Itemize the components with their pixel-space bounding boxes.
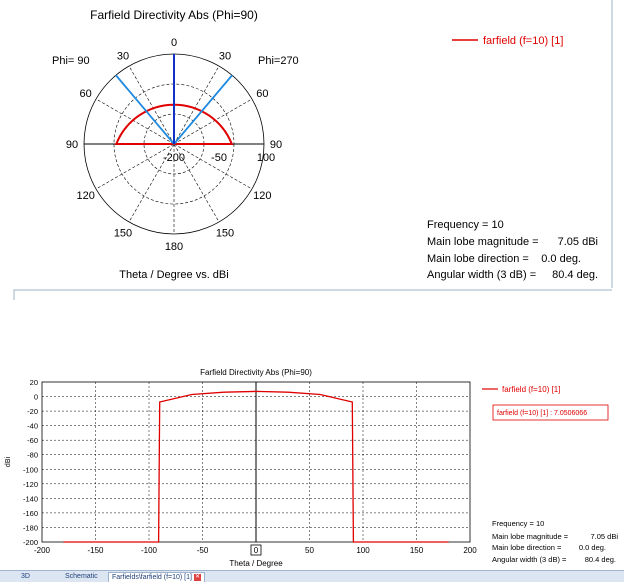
phi-right-label: Phi=270 xyxy=(258,55,299,67)
polar-info-direction-value: 0.0 deg. xyxy=(541,253,581,265)
cartesian-chart xyxy=(5,368,618,568)
cartesian-y-tick: -80 xyxy=(27,450,38,460)
cartesian-info-direction-value: 0.0 deg. xyxy=(578,543,606,552)
cartesian-xlabel: Theta / Degree xyxy=(229,559,283,568)
cartesian-marker-label: 0 xyxy=(253,546,259,555)
polar-info-width-value: 80.4 deg. xyxy=(552,269,598,281)
cartesian-x-tick: 50 xyxy=(305,546,314,555)
polar-radial-label: -200 xyxy=(162,152,186,164)
polar-radial-label: -50 xyxy=(211,152,227,164)
polar-angle-label: 120 xyxy=(253,190,272,202)
cartesian-y-tick: -20 xyxy=(27,407,38,417)
cartesian-y-tick: -100 xyxy=(22,465,38,475)
polar-angle-label: 30 xyxy=(218,50,232,63)
polar-angle-label: 30 xyxy=(116,50,130,63)
cartesian-y-tick: -120 xyxy=(22,479,38,489)
polar-title: Farfield Directivity Abs (Phi=90) xyxy=(90,8,258,22)
polar-beamwidth-line xyxy=(116,75,174,144)
cartesian-legend-label: farfield (f=10) [1] xyxy=(502,385,561,394)
cartesian-info-magnitude-label: Main lobe magnitude = xyxy=(492,532,569,541)
cartesian-info-magnitude-value: 7.05 dBi xyxy=(590,532,618,541)
cartesian-y-tick: 0 xyxy=(33,392,38,402)
polar-angle-label: 60 xyxy=(79,88,92,100)
close-icon[interactable]: ✕ xyxy=(194,573,200,580)
cartesian-info-direction-label: Main lobe direction = xyxy=(492,543,562,552)
polar-angle-label: 0 xyxy=(170,37,178,49)
tab-farfields-label: Farfields\farfield (f=10) [1] xyxy=(112,574,192,581)
cartesian-x-tick: -150 xyxy=(87,546,104,555)
polar-radial-label: 100 xyxy=(256,152,276,164)
cartesian-x-tick: 150 xyxy=(409,546,424,555)
polar-info-magnitude-value: 7.05 dBi xyxy=(557,236,598,248)
cartesian-y-tick: 20 xyxy=(29,378,38,387)
cartesian-x-tick: -100 xyxy=(140,546,158,555)
polar-legend-label: farfield (f=10) [1] xyxy=(483,35,564,47)
cartesian-info-box xyxy=(492,519,618,564)
polar-spoke xyxy=(96,144,174,189)
polar-angle-label: 90 xyxy=(269,139,283,151)
polar-axis-label: Theta / Degree vs. dBi xyxy=(119,269,229,281)
cartesian-y-tick: -200 xyxy=(22,538,38,547)
polar-info-magnitude-label: Main lobe magnitude = xyxy=(427,236,539,248)
polar-spoke xyxy=(174,144,252,189)
cartesian-y-tick: -180 xyxy=(22,523,38,533)
polar-chart xyxy=(52,8,598,281)
polar-angle-label: 150 xyxy=(215,227,235,240)
cartesian-y-tick: -140 xyxy=(22,494,38,504)
polar-angle-label: 90 xyxy=(65,139,79,151)
polar-beamwidth-line xyxy=(174,75,232,144)
cartesian-x-tick: -50 xyxy=(196,546,209,555)
polar-angle-label: 180 xyxy=(164,241,184,253)
phi-left-label: Phi= 90 xyxy=(52,55,90,67)
polar-info-frequency: Frequency = 10 xyxy=(427,219,504,231)
polar-info-box xyxy=(427,219,598,281)
cartesian-tooltip-text: farfield (f=10) [1] : 7.0506066 xyxy=(497,410,588,417)
cartesian-y-tick: -160 xyxy=(22,508,38,518)
polar-angle-label: 60 xyxy=(256,88,269,100)
polar-angle-label: 150 xyxy=(113,227,133,240)
cartesian-marks xyxy=(63,382,448,555)
cartesian-info-frequency: Frequency = 10 xyxy=(492,519,545,528)
polar-marks xyxy=(116,54,232,144)
tab-3d[interactable]: 3D xyxy=(21,573,30,580)
cartesian-info-width-label: Angular width (3 dB) = xyxy=(492,555,567,564)
polar-info-width-label: Angular width (3 dB) = xyxy=(427,269,537,281)
polar-info-direction-label: Main lobe direction = xyxy=(427,253,529,265)
cartesian-ylabel: dBi xyxy=(5,456,12,468)
cartesian-x-tick: 100 xyxy=(356,546,370,555)
cartesian-x-tick: -200 xyxy=(33,546,51,555)
cartesian-x-tick: 200 xyxy=(463,546,477,555)
bottom-tab-bar xyxy=(0,570,624,582)
polar-angle-label: 120 xyxy=(76,190,95,202)
cartesian-y-tick: -60 xyxy=(27,436,38,446)
tab-schematic[interactable]: Schematic xyxy=(65,573,98,580)
cartesian-ticks xyxy=(23,378,477,555)
cartesian-y-tick: -40 xyxy=(27,421,38,431)
cartesian-title: Farfield Directivity Abs (Phi=90) xyxy=(200,368,312,377)
window-border-corner xyxy=(14,290,612,300)
cartesian-info-width-value: 80.4 deg. xyxy=(584,555,616,564)
